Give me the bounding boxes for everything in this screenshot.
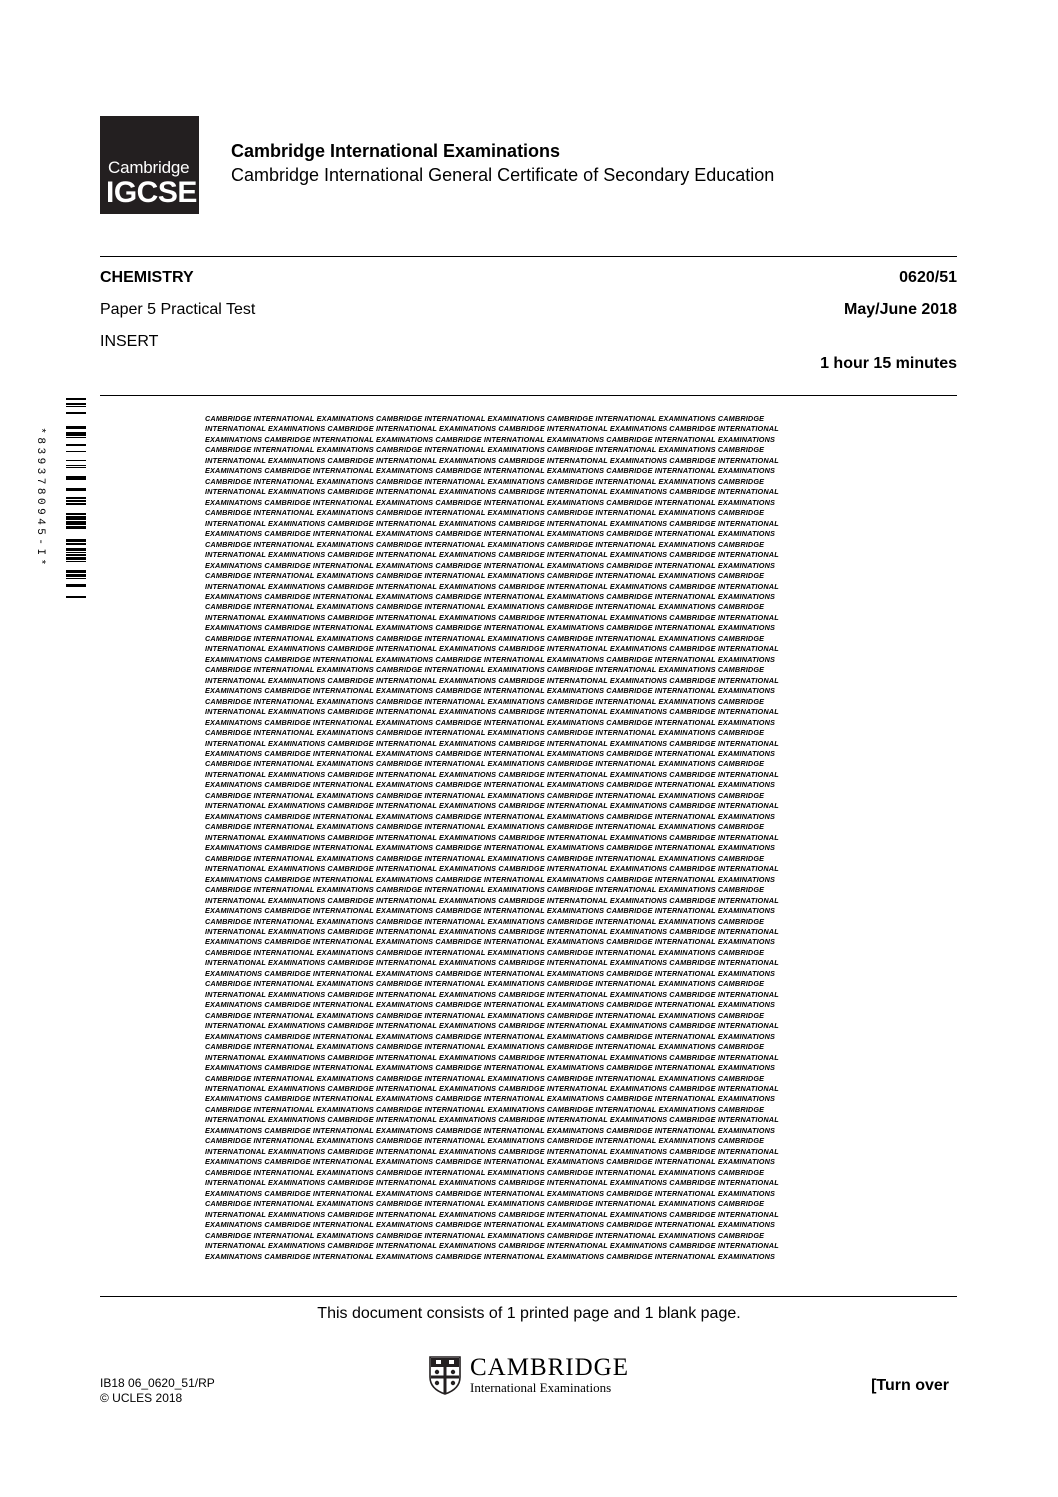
footer-divider [100, 1296, 957, 1297]
watermark-line: INTERNATIONAL EXAMINATIONS CAMBRIDGE INTERNATIONAL EXAMINATIONS CAMBRIDGE INTERNATIONAL EXAMINATIONS CAMBRIDGE INTERNATIONAL [205, 644, 779, 654]
watermark-line: EXAMINATIONS CAMBRIDGE INTERNATIONAL EXAMINATIONS CAMBRIDGE INTERNATIONAL EXAMINATIONS CAMBRIDGE INTERNATIONAL EXAMINATIONS [205, 654, 776, 664]
watermark-line: EXAMINATIONS CAMBRIDGE INTERNATIONAL EXAMINATIONS CAMBRIDGE INTERNATIONAL EXAMINATIONS CAMBRIDGE INTERNATIONAL EXAMINATIONS [205, 1094, 776, 1104]
watermark-line: EXAMINATIONS CAMBRIDGE INTERNATIONAL EXAMINATIONS CAMBRIDGE INTERNATIONAL EXAMINATIONS CAMBRIDGE INTERNATIONAL EXAMINATIONS [205, 843, 776, 853]
watermark-line: INTERNATIONAL EXAMINATIONS CAMBRIDGE INTERNATIONAL EXAMINATIONS CAMBRIDGE INTERNATIONAL EXAMINATIONS CAMBRIDGE INTERNATIONAL [205, 455, 779, 465]
watermark-line: CAMBRIDGE INTERNATIONAL EXAMINATIONS CAMBRIDGE INTERNATIONAL EXAMINATIONS CAMBRIDGE INTERNATIONAL EXAMINATIONS CAMBRIDGE [205, 822, 765, 832]
watermark-line: CAMBRIDGE INTERNATIONAL EXAMINATIONS CAMBRIDGE INTERNATIONAL EXAMINATIONS CAMBRIDGE INTERNATIONAL EXAMINATIONS CAMBRIDGE [205, 1073, 765, 1083]
watermark-line: EXAMINATIONS CAMBRIDGE INTERNATIONAL EXAMINATIONS CAMBRIDGE INTERNATIONAL EXAMINATIONS CAMBRIDGE INTERNATIONAL EXAMINATIONS [205, 1125, 776, 1135]
watermark-line: INTERNATIONAL EXAMINATIONS CAMBRIDGE INTERNATIONAL EXAMINATIONS CAMBRIDGE INTERNATIONAL EXAMINATIONS CAMBRIDGE INTERNATIONAL [205, 769, 779, 779]
watermark-line: EXAMINATIONS CAMBRIDGE INTERNATIONAL EXAMINATIONS CAMBRIDGE INTERNATIONAL EXAMINATIONS CAMBRIDGE INTERNATIONAL EXAMINATIONS [205, 591, 776, 601]
subject-title: CHEMISTRY [100, 269, 194, 286]
turn-over-label: [Turn over [871, 1377, 949, 1394]
watermark-line: INTERNATIONAL EXAMINATIONS CAMBRIDGE INTERNATIONAL EXAMINATIONS CAMBRIDGE INTERNATIONAL EXAMINATIONS CAMBRIDGE INTERNATIONAL [205, 612, 779, 622]
watermark-line: CAMBRIDGE INTERNATIONAL EXAMINATIONS CAMBRIDGE INTERNATIONAL EXAMINATIONS CAMBRIDGE INTERNATIONAL EXAMINATIONS CAMBRIDGE [205, 916, 765, 926]
board-title: Cambridge International Examinations [231, 141, 561, 161]
watermark-line: EXAMINATIONS CAMBRIDGE INTERNATIONAL EXAMINATIONS CAMBRIDGE INTERNATIONAL EXAMINATIONS CAMBRIDGE INTERNATIONAL EXAMINATIONS [205, 434, 776, 444]
watermark-line: INTERNATIONAL EXAMINATIONS CAMBRIDGE INTERNATIONAL EXAMINATIONS CAMBRIDGE INTERNATIONAL EXAMINATIONS CAMBRIDGE INTERNATIONAL [205, 424, 779, 434]
watermark-line: INTERNATIONAL EXAMINATIONS CAMBRIDGE INTERNATIONAL EXAMINATIONS CAMBRIDGE INTERNATIONAL EXAMINATIONS CAMBRIDGE INTERNATIONAL [205, 675, 779, 685]
watermark-line: CAMBRIDGE INTERNATIONAL EXAMINATIONS CAMBRIDGE INTERNATIONAL EXAMINATIONS CAMBRIDGE INTERNATIONAL EXAMINATIONS CAMBRIDGE [205, 1167, 765, 1177]
watermark-line: INTERNATIONAL EXAMINATIONS CAMBRIDGE INTERNATIONAL EXAMINATIONS CAMBRIDGE INTERNATIONAL EXAMINATIONS CAMBRIDGE INTERNATIONAL [205, 550, 779, 560]
watermark-line: CAMBRIDGE INTERNATIONAL EXAMINATIONS CAMBRIDGE INTERNATIONAL EXAMINATIONS CAMBRIDGE INTERNATIONAL EXAMINATIONS CAMBRIDGE [205, 602, 765, 612]
watermark-line: EXAMINATIONS CAMBRIDGE INTERNATIONAL EXAMINATIONS CAMBRIDGE INTERNATIONAL EXAMINATIONS CAMBRIDGE INTERNATIONAL EXAMINATIONS [205, 874, 776, 884]
watermark-line: CAMBRIDGE INTERNATIONAL EXAMINATIONS CAMBRIDGE INTERNATIONAL EXAMINATIONS CAMBRIDGE INTERNATIONAL EXAMINATIONS CAMBRIDGE [205, 633, 765, 643]
watermark-line: CAMBRIDGE INTERNATIONAL EXAMINATIONS CAMBRIDGE INTERNATIONAL EXAMINATIONS CAMBRIDGE INTERNATIONAL EXAMINATIONS CAMBRIDGE [205, 665, 765, 675]
barcode-number: *8393780945-I* [34, 427, 46, 569]
watermark-line: EXAMINATIONS CAMBRIDGE INTERNATIONAL EXAMINATIONS CAMBRIDGE INTERNATIONAL EXAMINATIONS CAMBRIDGE INTERNATIONAL EXAMINATIONS [205, 811, 776, 821]
watermark-line: CAMBRIDGE INTERNATIONAL EXAMINATIONS CAMBRIDGE INTERNATIONAL EXAMINATIONS CAMBRIDGE INTERNATIONAL EXAMINATIONS CAMBRIDGE [205, 508, 765, 518]
watermark-line: INTERNATIONAL EXAMINATIONS CAMBRIDGE INTERNATIONAL EXAMINATIONS CAMBRIDGE INTERNATIONAL EXAMINATIONS CAMBRIDGE INTERNATIONAL [205, 1241, 779, 1251]
exam-duration: 1 hour 15 minutes [820, 355, 957, 372]
watermark-line: EXAMINATIONS CAMBRIDGE INTERNATIONAL EXAMINATIONS CAMBRIDGE INTERNATIONAL EXAMINATIONS CAMBRIDGE INTERNATIONAL EXAMINATIONS [205, 686, 776, 696]
watermark-line: INTERNATIONAL EXAMINATIONS CAMBRIDGE INTERNATIONAL EXAMINATIONS CAMBRIDGE INTERNATIONAL EXAMINATIONS CAMBRIDGE INTERNATIONAL [205, 1021, 779, 1031]
watermark-line: CAMBRIDGE INTERNATIONAL EXAMINATIONS CAMBRIDGE INTERNATIONAL EXAMINATIONS CAMBRIDGE INTERNATIONAL EXAMINATIONS CAMBRIDGE [205, 853, 765, 863]
exam-session: May/June 2018 [844, 301, 957, 318]
watermark-line: INTERNATIONAL EXAMINATIONS CAMBRIDGE INTERNATIONAL EXAMINATIONS CAMBRIDGE INTERNATIONAL EXAMINATIONS CAMBRIDGE INTERNATIONAL [205, 832, 779, 842]
watermark-line: EXAMINATIONS CAMBRIDGE INTERNATIONAL EXAMINATIONS CAMBRIDGE INTERNATIONAL EXAMINATIONS CAMBRIDGE INTERNATIONAL EXAMINATIONS [205, 497, 776, 507]
watermark-line: INTERNATIONAL EXAMINATIONS CAMBRIDGE INTERNATIONAL EXAMINATIONS CAMBRIDGE INTERNATIONAL EXAMINATIONS CAMBRIDGE INTERNATIONAL [205, 989, 779, 999]
igcse-logo [100, 116, 199, 214]
watermark-line: CAMBRIDGE INTERNATIONAL EXAMINATIONS CAMBRIDGE INTERNATIONAL EXAMINATIONS CAMBRIDGE INTERNATIONAL EXAMINATIONS CAMBRIDGE [205, 414, 765, 423]
watermark-line: INTERNATIONAL EXAMINATIONS CAMBRIDGE INTERNATIONAL EXAMINATIONS CAMBRIDGE INTERNATIONAL EXAMINATIONS CAMBRIDGE INTERNATIONAL [205, 926, 779, 936]
watermark-line: CAMBRIDGE INTERNATIONAL EXAMINATIONS CAMBRIDGE INTERNATIONAL EXAMINATIONS CAMBRIDGE INTERNATIONAL EXAMINATIONS CAMBRIDGE [205, 539, 765, 549]
watermark-line: INTERNATIONAL EXAMINATIONS CAMBRIDGE INTERNATIONAL EXAMINATIONS CAMBRIDGE INTERNATIONAL EXAMINATIONS CAMBRIDGE INTERNATIONAL [205, 1084, 779, 1093]
watermark-line: CAMBRIDGE INTERNATIONAL EXAMINATIONS CAMBRIDGE INTERNATIONAL EXAMINATIONS CAMBRIDGE INTERNATIONAL EXAMINATIONS CAMBRIDGE [205, 571, 765, 581]
watermark-line: CAMBRIDGE INTERNATIONAL EXAMINATIONS CAMBRIDGE INTERNATIONAL EXAMINATIONS CAMBRIDGE INTERNATIONAL EXAMINATIONS CAMBRIDGE [205, 979, 765, 989]
details-divider [100, 395, 957, 396]
watermark-line: CAMBRIDGE INTERNATIONAL EXAMINATIONS CAMBRIDGE INTERNATIONAL EXAMINATIONS CAMBRIDGE INTERNATIONAL EXAMINATIONS CAMBRIDGE [205, 1010, 765, 1020]
watermark-line: INTERNATIONAL EXAMINATIONS CAMBRIDGE INTERNATIONAL EXAMINATIONS CAMBRIDGE INTERNATIONAL EXAMINATIONS CAMBRIDGE INTERNATIONAL [205, 518, 779, 528]
syllabus-code: 0620/51 [899, 269, 957, 286]
watermark-line: CAMBRIDGE INTERNATIONAL EXAMINATIONS CAMBRIDGE INTERNATIONAL EXAMINATIONS CAMBRIDGE INTERNATIONAL EXAMINATIONS CAMBRIDGE [205, 790, 765, 800]
watermark-line: EXAMINATIONS CAMBRIDGE INTERNATIONAL EXAMINATIONS CAMBRIDGE INTERNATIONAL EXAMINATIONS CAMBRIDGE INTERNATIONAL EXAMINATIONS [205, 1188, 776, 1198]
board-subtitle: Cambridge International General Certificate of Secondary Education [231, 165, 775, 185]
watermark-line: EXAMINATIONS CAMBRIDGE INTERNATIONAL EXAMINATIONS CAMBRIDGE INTERNATIONAL EXAMINATIONS CAMBRIDGE INTERNATIONAL EXAMINATIONS [205, 1063, 776, 1073]
document-reference: IB18 06_0620_51/RP [100, 1376, 215, 1390]
watermark-line: INTERNATIONAL EXAMINATIONS CAMBRIDGE INTERNATIONAL EXAMINATIONS CAMBRIDGE INTERNATIONAL EXAMINATIONS CAMBRIDGE INTERNATIONAL [205, 895, 779, 905]
watermark-line: EXAMINATIONS CAMBRIDGE INTERNATIONAL EXAMINATIONS CAMBRIDGE INTERNATIONAL EXAMINATIONS CAMBRIDGE INTERNATIONAL EXAMINATIONS [205, 623, 776, 633]
watermark-line: INTERNATIONAL EXAMINATIONS CAMBRIDGE INTERNATIONAL EXAMINATIONS CAMBRIDGE INTERNATIONAL EXAMINATIONS CAMBRIDGE INTERNATIONAL [205, 1209, 779, 1219]
watermark-line: INTERNATIONAL EXAMINATIONS CAMBRIDGE INTERNATIONAL EXAMINATIONS CAMBRIDGE INTERNATIONAL EXAMINATIONS CAMBRIDGE INTERNATIONAL [205, 581, 779, 591]
watermark-line: EXAMINATIONS CAMBRIDGE INTERNATIONAL EXAMINATIONS CAMBRIDGE INTERNATIONAL EXAMINATIONS CAMBRIDGE INTERNATIONAL EXAMINATIONS [205, 529, 776, 539]
watermark-line: CAMBRIDGE INTERNATIONAL EXAMINATIONS CAMBRIDGE INTERNATIONAL EXAMINATIONS CAMBRIDGE INTERNATIONAL EXAMINATIONS CAMBRIDGE [205, 728, 765, 738]
watermark-line: INTERNATIONAL EXAMINATIONS CAMBRIDGE INTERNATIONAL EXAMINATIONS CAMBRIDGE INTERNATIONAL EXAMINATIONS CAMBRIDGE INTERNATIONAL [205, 864, 779, 874]
publisher-subtitle: International Examinations [470, 1380, 612, 1395]
watermark-line: INTERNATIONAL EXAMINATIONS CAMBRIDGE INTERNATIONAL EXAMINATIONS CAMBRIDGE INTERNATIONAL EXAMINATIONS CAMBRIDGE INTERNATIONAL [205, 1052, 779, 1062]
watermark-line: EXAMINATIONS CAMBRIDGE INTERNATIONAL EXAMINATIONS CAMBRIDGE INTERNATIONAL EXAMINATIONS CAMBRIDGE INTERNATIONAL EXAMINATIONS [205, 560, 776, 570]
logo-line-1: Cambridge [108, 158, 190, 177]
watermark-line: EXAMINATIONS CAMBRIDGE INTERNATIONAL EXAMINATIONS CAMBRIDGE INTERNATIONAL EXAMINATIONS CAMBRIDGE INTERNATIONAL EXAMINATIONS [205, 1157, 776, 1167]
watermark-line: INTERNATIONAL EXAMINATIONS CAMBRIDGE INTERNATIONAL EXAMINATIONS CAMBRIDGE INTERNATIONAL EXAMINATIONS CAMBRIDGE INTERNATIONAL [205, 801, 779, 811]
logo-line-2: IGCSE [106, 176, 197, 209]
watermark-line: CAMBRIDGE INTERNATIONAL EXAMINATIONS CAMBRIDGE INTERNATIONAL EXAMINATIONS CAMBRIDGE INTERNATIONAL EXAMINATIONS CAMBRIDGE [205, 885, 765, 895]
watermark-line: INTERNATIONAL EXAMINATIONS CAMBRIDGE INTERNATIONAL EXAMINATIONS CAMBRIDGE INTERNATIONAL EXAMINATIONS CAMBRIDGE INTERNATIONAL [205, 738, 779, 748]
watermark-line: EXAMINATIONS CAMBRIDGE INTERNATIONAL EXAMINATIONS CAMBRIDGE INTERNATIONAL EXAMINATIONS CAMBRIDGE INTERNATIONAL EXAMINATIONS [205, 780, 776, 790]
watermark-line: EXAMINATIONS CAMBRIDGE INTERNATIONAL EXAMINATIONS CAMBRIDGE INTERNATIONAL EXAMINATIONS CAMBRIDGE INTERNATIONAL EXAMINATIONS [205, 466, 776, 476]
watermark-line: CAMBRIDGE INTERNATIONAL EXAMINATIONS CAMBRIDGE INTERNATIONAL EXAMINATIONS CAMBRIDGE INTERNATIONAL EXAMINATIONS CAMBRIDGE [205, 947, 765, 957]
barcode-image [54, 398, 86, 598]
watermark-line: CAMBRIDGE INTERNATIONAL EXAMINATIONS CAMBRIDGE INTERNATIONAL EXAMINATIONS CAMBRIDGE INTERNATIONAL EXAMINATIONS CAMBRIDGE [205, 445, 765, 455]
page-count-statement [0, 1305, 1058, 1323]
watermark-line: CAMBRIDGE INTERNATIONAL EXAMINATIONS CAMBRIDGE INTERNATIONAL EXAMINATIONS CAMBRIDGE INTERNATIONAL EXAMINATIONS CAMBRIDGE [205, 1104, 765, 1114]
watermark-line: EXAMINATIONS CAMBRIDGE INTERNATIONAL EXAMINATIONS CAMBRIDGE INTERNATIONAL EXAMINATIONS CAMBRIDGE INTERNATIONAL EXAMINATIONS [205, 1031, 776, 1041]
watermark-line: EXAMINATIONS CAMBRIDGE INTERNATIONAL EXAMINATIONS CAMBRIDGE INTERNATIONAL EXAMINATIONS CAMBRIDGE INTERNATIONAL EXAMINATIONS [205, 1000, 776, 1010]
watermark-line: INTERNATIONAL EXAMINATIONS CAMBRIDGE INTERNATIONAL EXAMINATIONS CAMBRIDGE INTERNATIONAL EXAMINATIONS CAMBRIDGE INTERNATIONAL [205, 1178, 779, 1188]
watermark-line: INTERNATIONAL EXAMINATIONS CAMBRIDGE INTERNATIONAL EXAMINATIONS CAMBRIDGE INTERNATIONAL EXAMINATIONS CAMBRIDGE INTERNATIONAL [205, 1115, 779, 1125]
watermark-line: EXAMINATIONS CAMBRIDGE INTERNATIONAL EXAMINATIONS CAMBRIDGE INTERNATIONAL EXAMINATIONS CAMBRIDGE INTERNATIONAL EXAMINATIONS [205, 937, 776, 947]
watermark-line: CAMBRIDGE INTERNATIONAL EXAMINATIONS CAMBRIDGE INTERNATIONAL EXAMINATIONS CAMBRIDGE INTERNATIONAL EXAMINATIONS CAMBRIDGE [205, 759, 765, 769]
watermark-line: INTERNATIONAL EXAMINATIONS CAMBRIDGE INTERNATIONAL EXAMINATIONS CAMBRIDGE INTERNATIONAL EXAMINATIONS CAMBRIDGE INTERNATIONAL [205, 707, 779, 717]
watermark-line: CAMBRIDGE INTERNATIONAL EXAMINATIONS CAMBRIDGE INTERNATIONAL EXAMINATIONS CAMBRIDGE INTERNATIONAL EXAMINATIONS CAMBRIDGE [205, 1042, 765, 1052]
watermark-line: EXAMINATIONS CAMBRIDGE INTERNATIONAL EXAMINATIONS CAMBRIDGE INTERNATIONAL EXAMINATIONS CAMBRIDGE INTERNATIONAL EXAMINATIONS [205, 1251, 776, 1261]
watermark-line: EXAMINATIONS CAMBRIDGE INTERNATIONAL EXAMINATIONS CAMBRIDGE INTERNATIONAL EXAMINATIONS CAMBRIDGE INTERNATIONAL EXAMINATIONS [205, 968, 776, 978]
watermark-line: EXAMINATIONS CAMBRIDGE INTERNATIONAL EXAMINATIONS CAMBRIDGE INTERNATIONAL EXAMINATIONS CAMBRIDGE INTERNATIONAL EXAMINATIONS [205, 717, 776, 727]
watermark-line: CAMBRIDGE INTERNATIONAL EXAMINATIONS CAMBRIDGE INTERNATIONAL EXAMINATIONS CAMBRIDGE INTERNATIONAL EXAMINATIONS CAMBRIDGE [205, 1199, 765, 1209]
page-count-text: This document consists of 1 printed page and 1 blank page. [317, 1305, 741, 1322]
watermark-line: CAMBRIDGE INTERNATIONAL EXAMINATIONS CAMBRIDGE INTERNATIONAL EXAMINATIONS CAMBRIDGE INTERNATIONAL EXAMINATIONS CAMBRIDGE [205, 1230, 765, 1240]
cambridge-crest-icon [428, 1355, 462, 1395]
watermark-line: EXAMINATIONS CAMBRIDGE INTERNATIONAL EXAMINATIONS CAMBRIDGE INTERNATIONAL EXAMINATIONS CAMBRIDGE INTERNATIONAL EXAMINATIONS [205, 749, 776, 758]
watermark-block [205, 414, 881, 1266]
publisher-name: CAMBRIDGE [470, 1354, 630, 1381]
watermark-line: CAMBRIDGE INTERNATIONAL EXAMINATIONS CAMBRIDGE INTERNATIONAL EXAMINATIONS CAMBRIDGE INTERNATIONAL EXAMINATIONS CAMBRIDGE [205, 1136, 765, 1146]
insert-label: INSERT [100, 333, 159, 350]
watermark-line: CAMBRIDGE INTERNATIONAL EXAMINATIONS CAMBRIDGE INTERNATIONAL EXAMINATIONS CAMBRIDGE INTERNATIONAL EXAMINATIONS CAMBRIDGE [205, 476, 765, 486]
paper-title: Paper 5 Practical Test [100, 301, 256, 318]
copyright-notice: © UCLES 2018 [100, 1391, 183, 1405]
watermark-line: INTERNATIONAL EXAMINATIONS CAMBRIDGE INTERNATIONAL EXAMINATIONS CAMBRIDGE INTERNATIONAL EXAMINATIONS CAMBRIDGE INTERNATIONAL [205, 958, 779, 968]
watermark-line: INTERNATIONAL EXAMINATIONS CAMBRIDGE INTERNATIONAL EXAMINATIONS CAMBRIDGE INTERNATIONAL EXAMINATIONS CAMBRIDGE INTERNATIONAL [205, 1146, 779, 1156]
watermark-line: EXAMINATIONS CAMBRIDGE INTERNATIONAL EXAMINATIONS CAMBRIDGE INTERNATIONAL EXAMINATIONS CAMBRIDGE INTERNATIONAL EXAMINATIONS [205, 1220, 776, 1230]
watermark-line: CAMBRIDGE INTERNATIONAL EXAMINATIONS CAMBRIDGE INTERNATIONAL EXAMINATIONS CAMBRIDGE INTERNATIONAL EXAMINATIONS CAMBRIDGE [205, 696, 765, 706]
watermark-line: INTERNATIONAL EXAMINATIONS CAMBRIDGE INTERNATIONAL EXAMINATIONS CAMBRIDGE INTERNATIONAL EXAMINATIONS CAMBRIDGE INTERNATIONAL [205, 487, 779, 497]
watermark-line: EXAMINATIONS CAMBRIDGE INTERNATIONAL EXAMINATIONS CAMBRIDGE INTERNATIONAL EXAMINATIONS CAMBRIDGE INTERNATIONAL EXAMINATIONS [205, 906, 776, 916]
header-divider [100, 256, 957, 257]
